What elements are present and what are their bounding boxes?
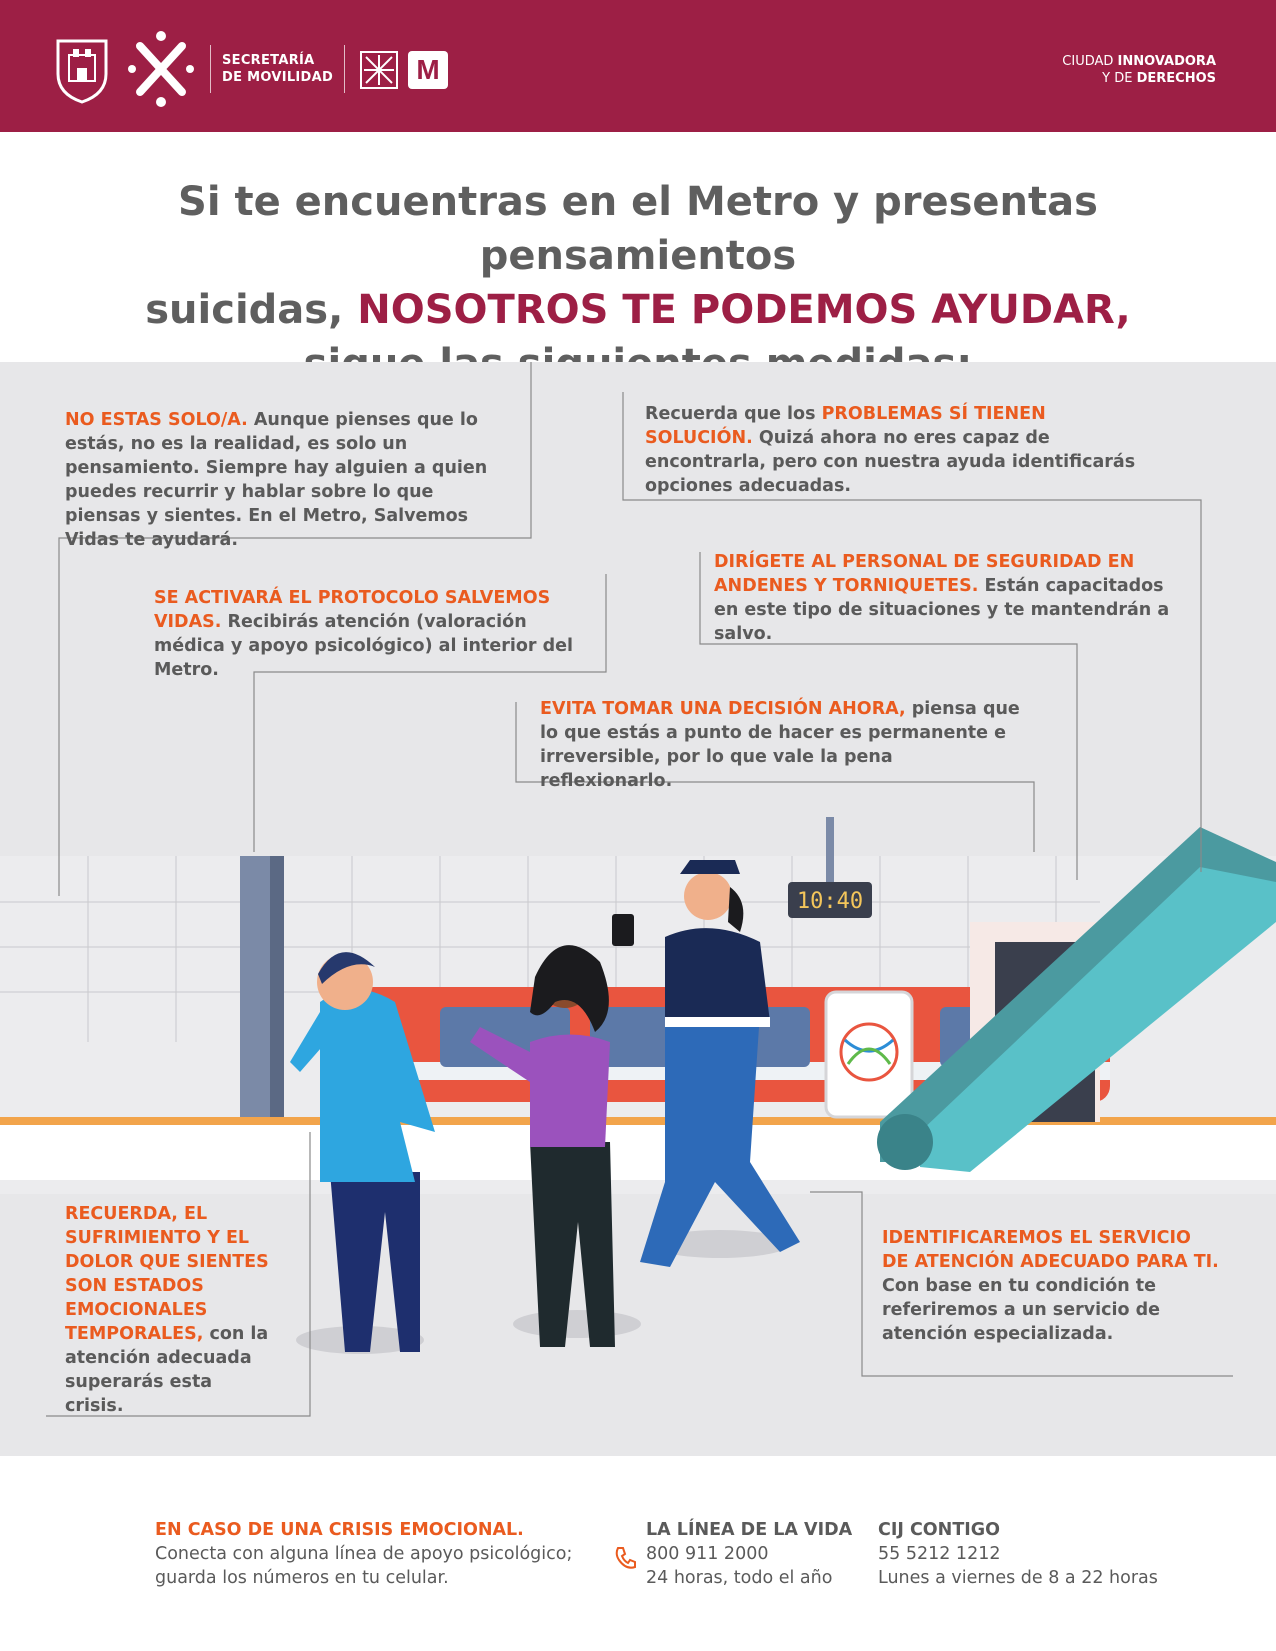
cdmx-x-logo — [128, 30, 194, 108]
secretaria-label — [222, 52, 333, 86]
linea-vida-title: LA LÍNEA DE LA VIDA — [646, 1520, 853, 1540]
card-protocolo-heading: SE ACTIVARÁ EL PROTOCOLO SALVEMOS VIDAS. — [154, 588, 551, 632]
card-servicio — [882, 1226, 1222, 1346]
card-no-solo-heading: NO ESTAS SOLO/A. — [65, 410, 248, 430]
card-protocolo — [154, 586, 594, 682]
card-decision-body: piensa que lo que estás a punto de hacer es permanente e irreversible, por lo que vale la pena reflexionarlo. — [540, 699, 1020, 791]
card-servicio-body: Con base en tu condición te referiremos a un servicio de atención especializada. — [882, 1276, 1160, 1344]
linea-vida-number[interactable]: 800 911 2000 — [646, 1544, 769, 1564]
footer-linea-vida — [646, 1518, 856, 1590]
card-problemas — [645, 402, 1145, 498]
tagline-bold-2: DERECHOS — [1136, 71, 1216, 86]
card-servicio-heading: IDENTIFICAREMOS EL SERVICIO DE ATENCIÓN ADECUADO PARA TI. — [882, 1228, 1219, 1272]
tagline-regular-1: CIUDAD — [1062, 54, 1118, 69]
footer-crisis-heading: EN CASO DE UNA CRISIS EMOCIONAL. — [155, 1520, 524, 1540]
footer-cij — [878, 1518, 1198, 1590]
ciudad-tagline — [1062, 53, 1216, 87]
title-line1: Si te encuentras en el Metro y presentas pensamientos — [178, 179, 1098, 279]
card-sufrimiento-heading: RECUERDA, EL SUFRIMIENTO Y EL DOLOR QUE SIENTES SON ESTADOS EMOCIONALES TEMPORALES, — [65, 1204, 269, 1344]
card-decision-heading: EVITA TOMAR UNA DECISIÓN AHORA, — [540, 699, 906, 719]
phone-icon — [614, 1546, 636, 1570]
pattern-logo — [360, 51, 398, 89]
page-title — [40, 175, 1236, 391]
cij-hours: Lunes a viernes de 8 a 22 horas — [878, 1568, 1158, 1588]
card-personal-body: Están capacitados en este tipo de situaciones y te mantendrán a salvo. — [714, 576, 1170, 644]
cij-title: CIJ CONTIGO — [878, 1520, 1001, 1540]
card-sufrimiento — [65, 1202, 270, 1418]
secretaria-line1: SECRETARÍA — [222, 53, 315, 68]
title-line2-part1: suicidas, — [145, 287, 358, 333]
footer-crisis-body: Conecta con alguna línea de apoyo psicológico; guarda los números en tu celular. — [155, 1544, 573, 1588]
metro-logo: M — [408, 51, 448, 89]
cij-number[interactable]: 55 5212 1212 — [878, 1544, 1001, 1564]
header-bar — [0, 0, 1276, 132]
card-personal — [714, 550, 1184, 646]
card-no-solo-body: Aunque pienses que lo estás, no es la realidad, es solo un pensamiento. Siempre hay alguien a quien puedes recurrir y hablar sobre lo que piensas y sientes. En el Metro, Salvemos Vidas te ayudará. — [65, 410, 488, 550]
card-decision — [540, 697, 1030, 793]
cdmx-shield-logo — [54, 38, 110, 104]
card-problemas-heading: PROBLEMAS SÍ TIENEN SOLUCIÓN. — [645, 404, 1046, 448]
card-protocolo-body: Recibirás atención (valoración médica y apoyo psicológico) al interior del Metro. — [154, 612, 574, 680]
card-no-solo — [65, 408, 513, 552]
linea-vida-hours: 24 horas, todo el año — [646, 1568, 833, 1588]
card-problemas-pre: Recuerda que los — [645, 404, 822, 424]
card-problemas-body: Quizá ahora no eres capaz de encontrarla, pero con nuestra ayuda identificarás opciones adecuadas. — [645, 428, 1136, 496]
title-highlight: NOSOTROS TE PODEMOS AYUDAR, — [357, 287, 1131, 333]
clock-display: 10:40 — [796, 889, 864, 914]
card-personal-heading: DIRÍGETE AL PERSONAL DE SEGURIDAD EN ANDENES Y TORNIQUETES. — [714, 552, 1135, 596]
tagline-regular-2: Y DE — [1102, 71, 1137, 86]
card-sufrimiento-body: con la atención adecuada superarás esta crisis. — [65, 1324, 269, 1416]
tagline-bold-1: INNOVADORA — [1117, 54, 1216, 69]
footer-crisis — [155, 1518, 595, 1590]
secretaria-line2: DE MOVILIDAD — [222, 70, 334, 85]
